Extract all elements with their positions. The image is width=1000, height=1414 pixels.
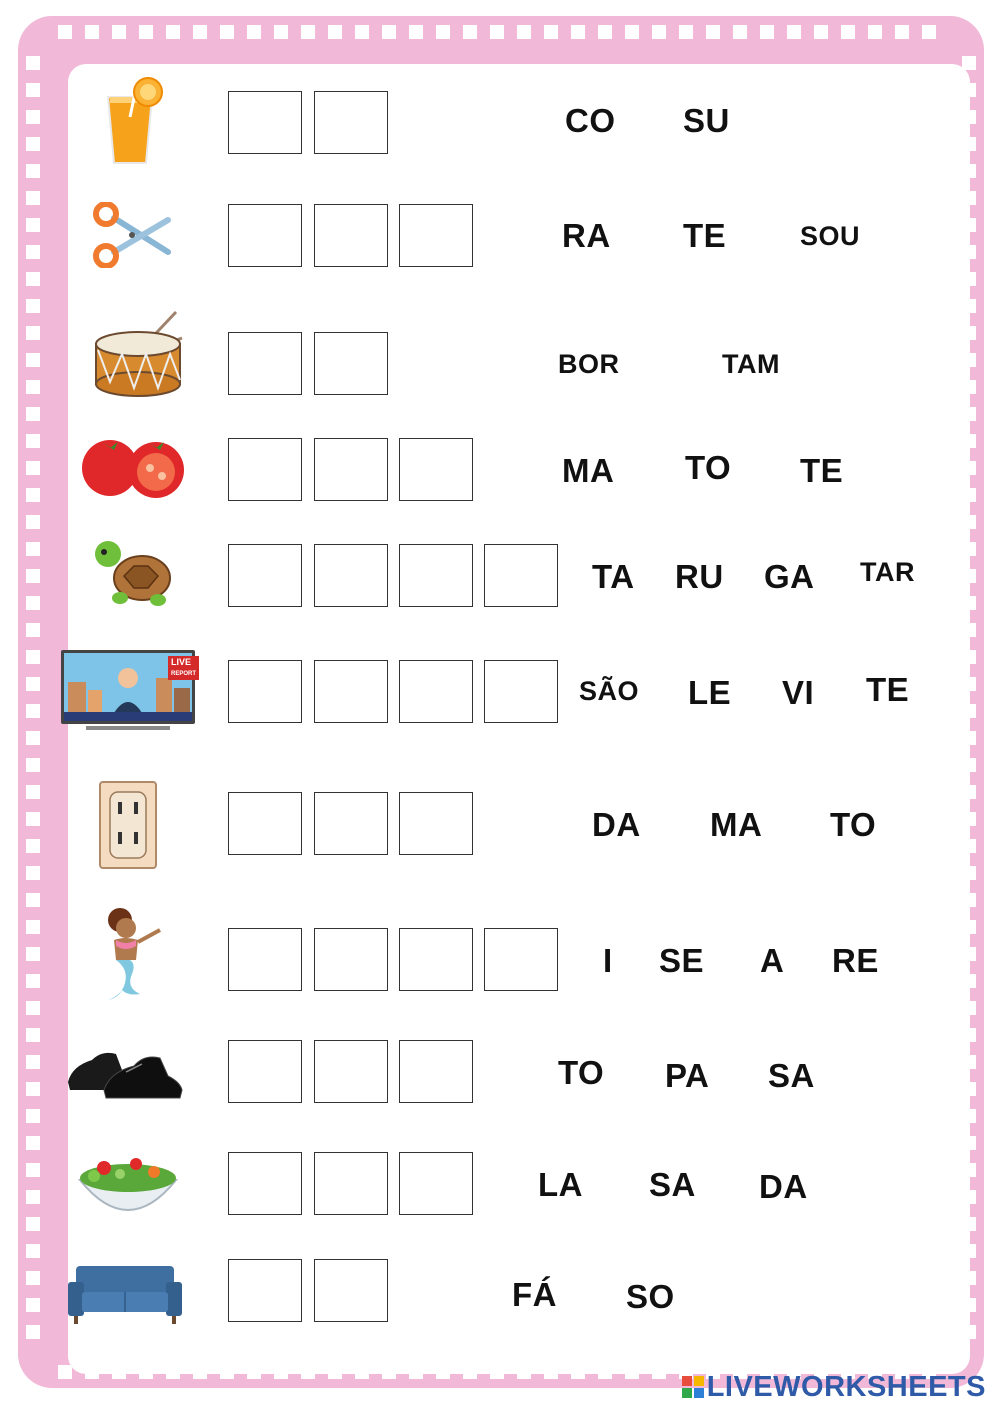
answer-box[interactable] [314, 1152, 388, 1215]
syllable[interactable]: GA [764, 558, 815, 595]
syllable[interactable]: SA [768, 1057, 815, 1094]
frame-dash [895, 25, 909, 39]
answer-box[interactable] [314, 438, 388, 501]
syllable[interactable]: TAR [860, 557, 915, 587]
answer-box[interactable] [228, 792, 302, 855]
syllable[interactable]: TA [592, 558, 635, 595]
frame-dash [382, 25, 396, 39]
frame-dash [26, 758, 40, 772]
answer-box[interactable] [228, 1152, 302, 1215]
frame-dash [490, 1365, 504, 1379]
frame-dash [112, 25, 126, 39]
answer-box[interactable] [314, 332, 388, 395]
row-turtle [0, 526, 1000, 626]
frame-dash [814, 25, 828, 39]
frame-dash [166, 1365, 180, 1379]
frame-dash [436, 25, 450, 39]
syllable[interactable]: DA [592, 806, 641, 843]
row-power-outlet [0, 772, 1000, 882]
answer-box[interactable] [228, 438, 302, 501]
syllable[interactable]: DA [759, 1168, 808, 1205]
answer-box[interactable] [314, 1040, 388, 1103]
frame-dash [625, 25, 639, 39]
row-drum [0, 310, 1000, 410]
frame-dash [517, 1365, 531, 1379]
answer-box[interactable] [228, 204, 302, 267]
syllable[interactable]: LA [538, 1166, 583, 1203]
frame-dash [544, 25, 558, 39]
answer-box[interactable] [228, 660, 302, 723]
frame-dash [679, 25, 693, 39]
frame-dash [382, 1365, 396, 1379]
scissors-icon [92, 202, 172, 268]
syllable[interactable]: RU [675, 558, 724, 595]
frame-dash [571, 1365, 585, 1379]
syllable[interactable]: TE [866, 671, 910, 708]
liveworksheets-logo-icon [682, 1376, 704, 1398]
frame-dash [868, 25, 882, 39]
frame-dash [85, 1365, 99, 1379]
syllable[interactable]: SE [659, 942, 705, 979]
turtle-icon [92, 536, 174, 608]
answer-box[interactable] [399, 792, 473, 855]
orange-juice-icon [100, 77, 168, 167]
frame-dash [490, 25, 504, 39]
row-shoes [0, 1022, 1000, 1122]
frame-dash [58, 25, 72, 39]
syllable[interactable]: LE [688, 674, 732, 711]
answer-box[interactable] [228, 928, 302, 991]
row-orange-juice [0, 72, 1000, 172]
row-salad [0, 1134, 1000, 1234]
syllable[interactable]: RA [562, 217, 611, 254]
mermaid-icon [98, 906, 168, 1004]
frame-dash [274, 25, 288, 39]
answer-box[interactable] [314, 792, 388, 855]
salad-icon [74, 1146, 182, 1222]
answer-box[interactable] [314, 1259, 388, 1322]
row-sofa [0, 1244, 1000, 1344]
frame-dash [220, 25, 234, 39]
answer-box[interactable] [314, 544, 388, 607]
syllable[interactable]: TE [800, 452, 844, 489]
syllable[interactable]: TE [683, 217, 727, 254]
answer-box[interactable] [314, 91, 388, 154]
sofa-icon [66, 1262, 184, 1326]
frame-dash [193, 25, 207, 39]
syllable[interactable]: I [603, 942, 613, 979]
frame-dash [598, 25, 612, 39]
frame-dash [544, 1365, 558, 1379]
answer-box[interactable] [399, 438, 473, 501]
frame-dash [436, 1365, 450, 1379]
live-badge-sublabel: REPORT [171, 671, 197, 677]
frame-dash [463, 25, 477, 39]
answer-box[interactable] [314, 928, 388, 991]
frame-dash [112, 1365, 126, 1379]
answer-box[interactable] [484, 928, 558, 991]
answer-box[interactable] [314, 204, 388, 267]
frame-dash [652, 1365, 666, 1379]
power-outlet-icon [98, 780, 158, 870]
frame-dash [139, 25, 153, 39]
television-icon [60, 648, 196, 732]
answer-box[interactable] [399, 204, 473, 267]
answer-box[interactable] [228, 332, 302, 395]
frame-dash [733, 25, 747, 39]
frame-dash [247, 1365, 261, 1379]
frame-dash [922, 25, 936, 39]
frame-dash [625, 1365, 639, 1379]
answer-box[interactable] [228, 1259, 302, 1322]
brand-name: LIVEWORKSHEETS [706, 1371, 986, 1403]
row-television [0, 646, 1000, 746]
frame-dash [355, 1365, 369, 1379]
shoes-icon [66, 1038, 184, 1104]
frame-dash [26, 56, 40, 70]
frame-dash [139, 1365, 153, 1379]
answer-box[interactable] [228, 91, 302, 154]
frame-dash [962, 758, 976, 772]
syllable[interactable]: A [760, 942, 785, 979]
frame-dash [652, 25, 666, 39]
answer-box[interactable] [399, 660, 473, 723]
answer-box[interactable] [399, 928, 473, 991]
frame-dash [517, 25, 531, 39]
brand-watermark [682, 1371, 986, 1404]
live-badge-label: LIVE [171, 657, 192, 667]
syllable[interactable]: VI [782, 674, 815, 711]
live-badge [168, 656, 199, 680]
frame-dash [787, 25, 801, 39]
syllable[interactable]: RE [832, 942, 879, 979]
answer-box[interactable] [399, 1152, 473, 1215]
frame-dash [166, 25, 180, 39]
syllable[interactable]: TO [558, 1054, 605, 1091]
answer-box[interactable] [484, 660, 558, 723]
answer-box[interactable] [314, 660, 388, 723]
row-tomatoes [0, 418, 1000, 518]
frame-dash [274, 1365, 288, 1379]
syllable[interactable]: SOU [800, 221, 861, 251]
answer-box[interactable] [228, 1040, 302, 1103]
syllable[interactable]: SU [683, 102, 730, 139]
frame-dash [706, 25, 720, 39]
answer-box[interactable] [484, 544, 558, 607]
answer-box[interactable] [399, 1040, 473, 1103]
frame-dash [962, 56, 976, 70]
frame-dash [193, 1365, 207, 1379]
answer-box[interactable] [399, 544, 473, 607]
frame-dash [841, 25, 855, 39]
syllable[interactable]: BOR [558, 349, 620, 379]
frame-dash [328, 1365, 342, 1379]
tomatoes-icon [80, 434, 186, 500]
frame-dash [409, 1365, 423, 1379]
answer-box[interactable] [228, 544, 302, 607]
drum-icon [92, 310, 184, 398]
syllable[interactable]: TO [830, 806, 877, 843]
frame-dash [58, 1365, 72, 1379]
syllable[interactable]: PA [665, 1057, 710, 1094]
frame-dash [85, 25, 99, 39]
frame-dash [463, 1365, 477, 1379]
syllable[interactable]: SÃO [579, 676, 640, 706]
frame-dash [355, 25, 369, 39]
frame-dash [301, 1365, 315, 1379]
frame-dash [220, 1365, 234, 1379]
frame-dash [409, 25, 423, 39]
frame-dash [598, 1365, 612, 1379]
frame-dash [247, 25, 261, 39]
syllable[interactable]: TO [685, 449, 732, 486]
syllable[interactable]: SO [626, 1278, 675, 1315]
row-mermaid [0, 904, 1000, 1014]
frame-dash [571, 25, 585, 39]
syllable[interactable]: FÁ [512, 1276, 557, 1313]
frame-dash [328, 25, 342, 39]
syllable[interactable]: SA [649, 1166, 696, 1203]
frame-dash [301, 25, 315, 39]
syllable[interactable]: MA [562, 452, 615, 489]
syllable[interactable]: MA [710, 806, 763, 843]
frame-dash [760, 25, 774, 39]
syllable[interactable]: TAM [722, 349, 780, 379]
row-scissors [0, 186, 1000, 286]
syllable[interactable]: CO [565, 102, 616, 139]
